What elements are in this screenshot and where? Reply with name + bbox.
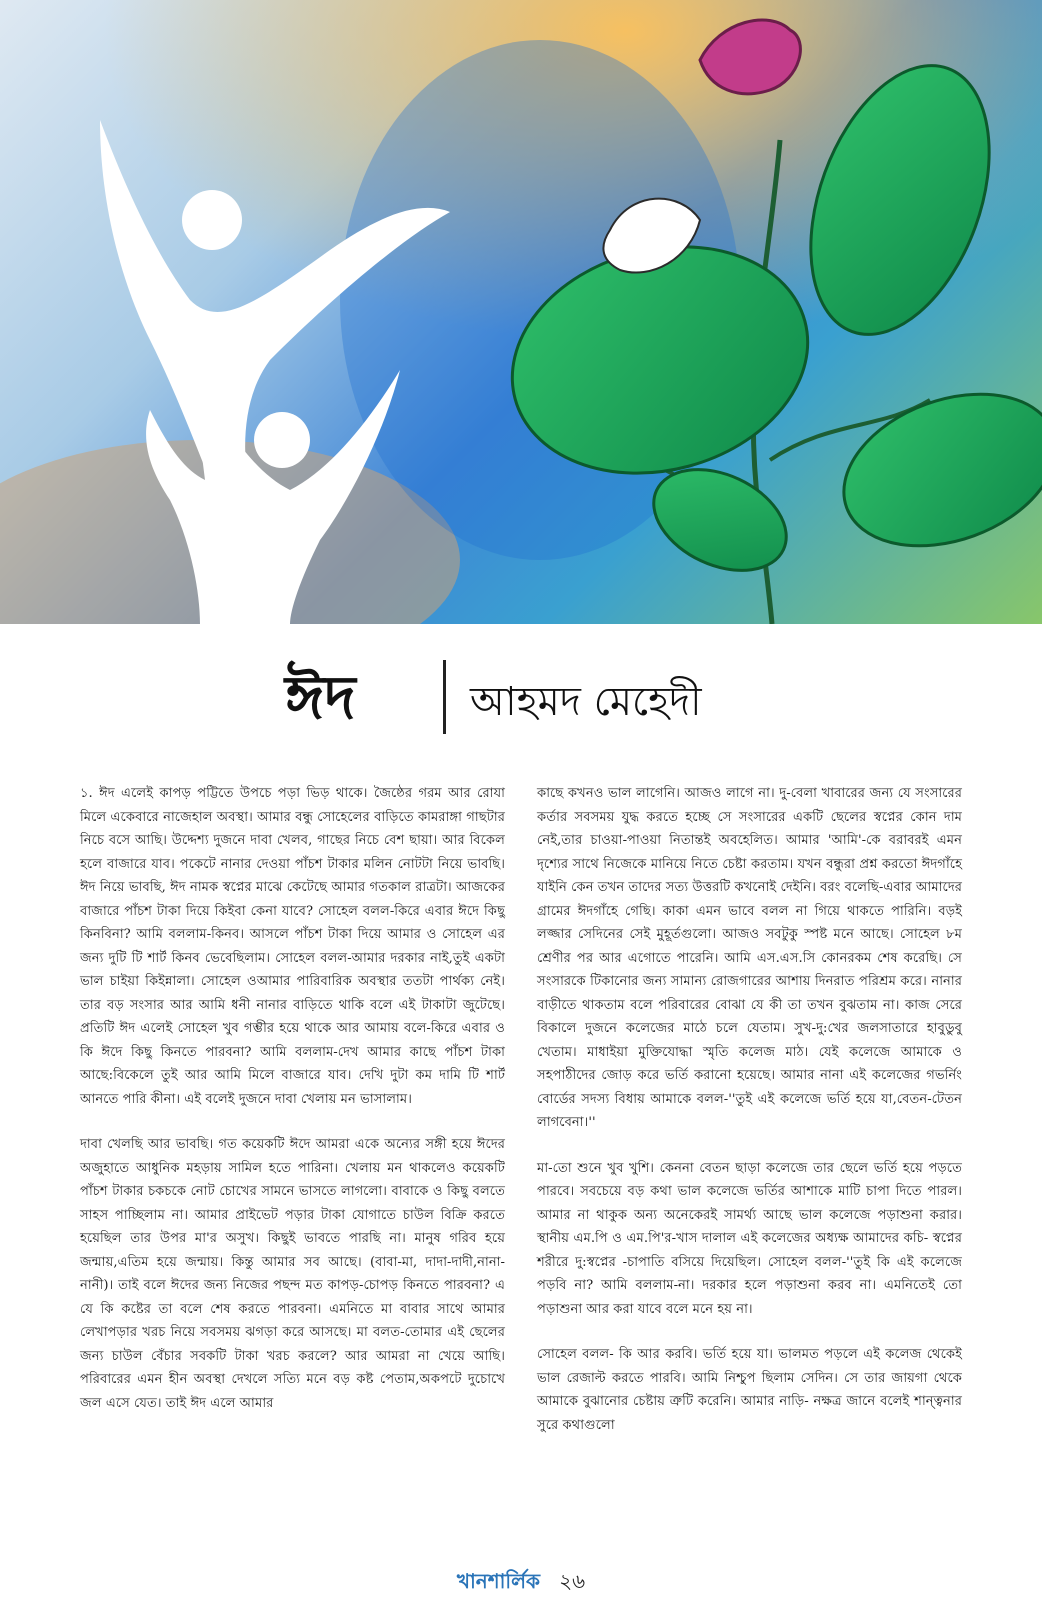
magazine-name: খানশার্লিক bbox=[456, 1569, 540, 1593]
article-paragraph: মা-তো শুনে খুব খুশি। কেননা বেতন ছাড়া কলেজে তার ছেলে ভর্তি হয়ে পড়তে পারবে। সবচেয়ে বড় কথা ভাল কলেজে ভর্তির আশাকে মাটি চাপা দিতে পারল। আমার না থাকুক অন্য অনেকেরই সামর্থ্য আছে ভাল কলেজে পড়াশুনা করার। স্থানীয় এম.পি ও এম.পি'র-খাস দালাল এই কলেজের অধ্যক্ষ আমাদের কচি- স্বপ্নের শরীরে দু:স্বপ্নের -চাপাতি বসিয়ে দিয়েছিল। সোহেল বলল-''তুই কি এই কলেজে পড়বি না? আমি বললাম-না। দরকার হলে পড়াশুনা করব না। এমনিতেই তো পড়াশুনা আর করা যাবে বলে মনে হয় না। bbox=[537, 1160, 962, 1317]
page-footer bbox=[0, 1567, 1042, 1600]
article-author: আহমদ মেহেদী bbox=[470, 679, 702, 725]
hero-illustration bbox=[0, 0, 1042, 624]
title-divider bbox=[443, 660, 446, 734]
article-paragraph: ১. ঈদ এলেই কাপড় পট্টিতে উপচে পড়া ভিড় থাকে। জৈষ্ঠের গরম আর রোযা মিলে একেবারে নাজেহাল অবস্থা। আমার বন্ধু সোহেলের বাড়িতে কামরাঙ্গা গাছটার নিচে বসে আছি। উদ্দেশ্য দুজনে দাবা খেলব, গাছের নিচে বেশ ছায়া। আর বিকেল হলে বাজারে যাব। পকেটে নানার দেওয়া পাঁচশ টাকার মলিন নোটটা নিয়ে ভাবছি। ঈদ নিয়ে ভাবছি, ঈদ নামক স্বপ্নের মাঝে কেটেছে আমার গতকাল রাত্রটা। আজকের বাজারে পাঁচশ টাকা দিয়ে কিইবা কেনা যাবে? সোহেল বলল-কিরে এবার ঈদে কিছু কিনবিনা? আমি বললাম-কিনব। আসলে পাঁচশ টাকা দিয়ে আমার ও সোহেল এর জন্য দুটি টি শার্ট কিনব ভেবেছিলাম। সোহেল বলল-আমার দরকার নাই,তুই একটা ভাল চাইয়া কিইন্নালা। সোহেল ওআমার পারিবারিক অবস্থার ততটা পার্থক্য নেই। তার বড় সংসার আর আমি ধনী নানার বাড়িতে থাকি বলে এই টাকাটা জুটেছে। প্রতিটি ঈদ এলেই সোহেল খুব গম্ভীর হয়ে থাকে আর আমায় বলে-কিরে এবার ও কি ঈদে কিছু কিনতে পারবনা? আমি বললাম-দেখ আমার কাছে পাঁচশ টাকা আছে:বিকেলে তুই আর আমি মিলে বাজারে যাব। দেখি দুটা কম দামি টি শার্ট আনতে পারি কীনা। এই বলেই দুজনে দাবা খেলায় মন ভাসালাম। bbox=[80, 786, 505, 1107]
eid-painting bbox=[0, 0, 1042, 624]
page-number: ২৬ bbox=[559, 1569, 586, 1593]
article-paragraph: সোহেল বলল- কি আর করবি। ভর্তি হয়ে যা। ভালমত পড়লে এই কলেজ থেকেই ভাল রেজাল্ট করতে পারবি। আমি নিশ্চুপ ছিলাম সেদিন। সে তার জায়গা থেকে আমাকে বুঝানোর চেষ্টায় ত্রুটি করেনি। আমার নাড়ি- নক্ষত্র জানে বলেই শান্ত্বনার সুরে কথাগুলো bbox=[537, 1347, 962, 1433]
article-column-left bbox=[80, 782, 505, 1437]
article-paragraph: দাবা খেলছি আর ভাবছি। গত কয়েকটি ঈদে আমরা একে অন্যের সঙ্গী হয়ে ঈদের অজুহাতে আধুনিক মহড়ায় সামিল হতে পারিনা। খেলায় মন থাকলেও কয়েকটি পাঁচশ টাকার চকচকে নোট চোখের সামনে ভাসতে লাগলো। বাবাকে ও কিছু বলতে সাহস পাচ্ছিলাম না। আমার প্রাইভেট পড়ার টাকা যোগাতে চাউল বিক্রি করতে হয়েছিল তার উপর মা'র অসুখ। কিছুই ভাবতে পারছি না। মানুষ গরিব হয়ে জন্মায়,এতিম হয়ে জন্মায়। কিন্তু আমার সব আছে। (বাবা-মা, দাদা-দাদী,নানা-নানী)। তাই বলে ঈদের জন্য নিজের পছন্দ মত কাপড়-চোপড় কিনতে পারবনা? এ যে কি কষ্টের তা বলে শেষ করতে পারবনা। এমনিতে মা বাবার সাথে আমার লেখাপড়ার খরচ নিয়ে সবসময় ঝগড়া করে আসছে। মা বলত-তোমার এই ছেলের জন্য চাউল বেঁচার সবকটি টাকা খরচ করলে? আর আমরা না খেয়ে আছি। পরিবারের এমন হীন অবস্থা দেখলে সত্যি মনে বড় কষ্ট পেতাম,অকপটে দুচোখে জল এসে যেত। তাই ঈদ এলে আমার bbox=[80, 1137, 505, 1411]
article-paragraph: কাছে কখনও ভাল লাগেনি। আজও লাগে না। দু-বেলা খাবারের জন্য যে সংসারের কর্তার সবসময় যুদ্ধ করতে হচ্ছে সে সংসারের একটি ছেলের স্বপ্নের কোন দাম নেই,তার চাওয়া-পাওয়া নিতান্তই অবহেলিত। আমার 'আমি'-কে বরাবরই এমন দৃশ্যের সাথে নিজেকে মানিয়ে নিতে চেষ্টা করতাম। যখন বন্ধুরা প্রশ্ন করতো ঈদগাঁহে যাইনি কেন তখন তাদের সত্য উত্তরটি কখনোই দেইনি। বরং বলেছি-এবার আমাদের গ্রামের ঈদগাঁহে গেছি। কাকা এমন ভাবে বলল না গিয়ে থাকতে পারিনি। বড়ই লজ্জার সেদিনের সেই মুহূর্তগুলো। আজও সবটুকু স্পষ্ট মনে আছে। সোহেল ৮ম শ্রেণীর পর আর এগোতে পারেনি। আমি এস.এস.সি কোনরকম শেষ করেছি। সে সংসারকে টিকানোর জন্য সামান্য রোজগারের আশায় দিনরাত পরিশ্রম করে। নানার বাড়ীতে থাকতাম বলে পরিবারের বোঝা যে কী তা তখন বুঝতাম না। কাজ সেরে বিকালে দুজনে কলেজের মাঠে চলে যেতাম। সুখ-দু:খের জলসাতারে হাবুডুবু খেতাম। মাধাইয়া মুক্তিযোদ্ধা স্মৃতি কলেজ মাঠ। যেই কলেজে আমাকে ও সহপাঠীদের জোড় করে ভর্তি করানো হয়েছে। আমার নানা এই কলেজের গভর্নিং বোর্ডের সদস্য বিধায় আমাকে বলল-''তুই এই কলেজে ভর্তি হয়ে যা,বেতন-টেতন লাগবেনা।'' bbox=[537, 786, 962, 1130]
article-column-right bbox=[537, 782, 962, 1459]
article-header bbox=[0, 648, 1042, 738]
article-title: ঈদ bbox=[285, 663, 356, 733]
